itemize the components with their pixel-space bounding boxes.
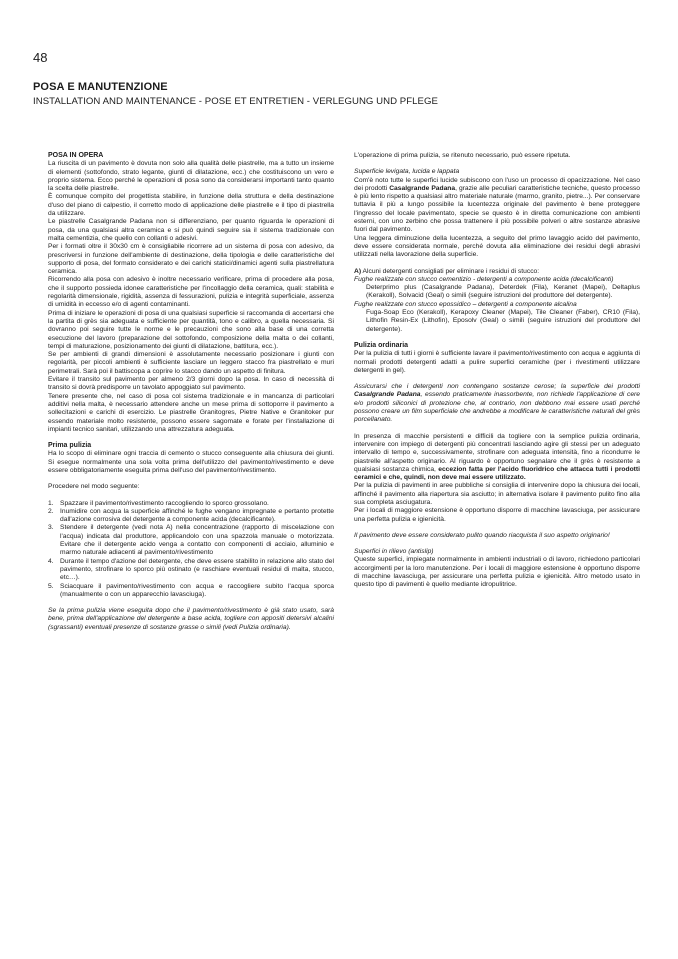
paragraph: Per i locali di maggiore estensione è opportuno disporre di macchine lavasciuga, per assicurare una perfetta pulizia e igienicità. bbox=[354, 507, 640, 523]
brand-name: Casalgrande Padana bbox=[354, 391, 421, 399]
paragraph: È comunque compito del progettista stabilire, in funzione della struttura e della destinazione d'uso del piano di calpestio, il corretto modo di applicazione delle piastrelle e il tipo di piastrella da utilizzare. bbox=[48, 193, 334, 218]
text-run: , grazie alle peculiari caratteristiche tecniche, questo processo è più lento rispetto a qualsiasi altro materiale naturale (marmo, granito, pietre...). Per conservare tuttavia il più a lungo possibile la lucentezza originale del pavimento è bene proteggere l'ingresso del locale pavimentato, specie se questo è in diretta comunicazione con ambienti esterni, con uno zerbino che possa trattenere il più possibile polveri o altre sostanze abrasive fuori dal pavimento. bbox=[354, 184, 640, 234]
paragraph: Per la pulizia di pavimenti in aree pubbliche si consiglia di intervenire dopo la chiusura dei locali, affinché il pavimento alla riapertura sia asciutto; in alternativa isolare il pavimento pulito fino alla sua completa asciugatura. bbox=[354, 482, 640, 506]
prima-pulizia-heading: Prima pulizia bbox=[48, 442, 92, 450]
paragraph: Per i formati oltre il 30x30 cm è consigliabile ricorrere ad un sistema di posa con adesivo, da prescriversi in funzione dell'ambiente di destinazione, della tipologia e delle caratteristiche del supporto di posa, del formato considerato e dei carichi statici/dinamici agenti sulla piastrellatura ceramica. bbox=[48, 243, 334, 276]
paragraph bbox=[354, 177, 640, 235]
list-item bbox=[48, 500, 334, 508]
paragraph: Queste superfici, impiegate normalmente in ambienti industriali o di lavoro, richiedono particolari accorgimenti per la loro manutenzione. Per i locali di maggiore estensione è opportuno disporre di macchine lavasciuga, per assicurare una perfetta pulizia e igienicità. Altro metodo usato in questo tipo di pavimenti è quello mediante idropulitrice. bbox=[354, 556, 640, 589]
note-a-list-cementizio: Deterprimo plus (Casalgrande Padana), Deterdek (Fila), Keranet (Mapei), Deltaplus (Kerakoll), Solvacid (Geal) o simili (seguire istruzioni del produttore del detergente). bbox=[366, 284, 640, 300]
warning-text: eccezion fatta per l'acido fluoridrico che attacca tutti i prodotti ceramici e che, quindi, non deve mai essere utilizzato. bbox=[354, 465, 640, 482]
step-number: 3. bbox=[48, 524, 54, 532]
step-number: 2. bbox=[48, 507, 54, 515]
procedure-steps bbox=[48, 500, 334, 600]
posa-heading: POSA IN OPERA bbox=[48, 152, 104, 159]
levigata-heading: Superficie levigata, lucida e lappata bbox=[354, 168, 460, 176]
pulizia-ordinaria-heading: Pulizia ordinaria bbox=[354, 341, 409, 349]
right-column bbox=[354, 152, 640, 590]
paragraph bbox=[354, 433, 640, 483]
note-a bbox=[354, 268, 640, 276]
step-text: Stendere il detergente (vedi nota A) nella concentrazione (rapporto di miscelazione con l'acqua) indicata dal produttore, applicandolo con una spazzola manuale o motorizzata. Evitare che il detergente acido venga a contatto con componenti di acciaio, alluminio e marmo naturale adiacenti al pavimento/rivestimento bbox=[60, 524, 334, 557]
paragraph: Le piastrelle Casalgrande Padana non si differenziano, per quanto riguarda le operazioni di posa, da una qualsiasi altra ceramica e si può quindi seguire sia il sistema tradizionale con malta cementizia, che quello con collanti o adesivi. bbox=[48, 218, 334, 242]
step-text: Durante il tempo d'azione del detergente, che deve essere stabilito in relazione allo stato del pavimento, strofinare lo sporco più ostinato (e raschiare eventuali residui di malta, stucco, etc…). bbox=[60, 557, 334, 582]
step-text: Sciacquare il pavimento/rivestimento con acqua e raccogliere subito l'acqua sporca (manualmente o con un apparecchio lavasciuga). bbox=[60, 582, 334, 598]
page-number: 48 bbox=[33, 50, 48, 65]
list-item bbox=[48, 583, 334, 600]
paragraph: Tenere presente che, nel caso di posa col sistema tradizionale e in mancanza di particolari additivi nella malta, è necessario attendere anche un mese prima di sottoporre il pavimento a sollecitazioni e carichi di esercizio. Le piastrelle Granitogres, Pietre Native e Granitoker pur essendo materiale molto resistente, possono essere sagomate e forate per l'installazione di impianti tecnico sanitari, utilizzando una attrezzatura adeguata. bbox=[48, 392, 334, 433]
step-number: 1. bbox=[48, 499, 54, 507]
step-text: Inumidire con acqua la superficie affinché le fughe vengano impregnate e pertanto protette dall'azione corrosiva del detergente a componente acida (decalcificante). bbox=[60, 507, 334, 524]
note-a-list-epossidico: Fuga-Soap Eco (Kerakoll), Kerapoxy Cleaner (Mapei), Tile Cleaner (Faber), CR10 (Fila), Lithofin Resin-Ex (Lithofin), Eposolv (Geal) o simili (seguire istruzioni del produttore del detergente). bbox=[366, 309, 640, 333]
paragraph: Per la pulizia di tutti i giorni è sufficiente lavare il pavimento/rivestimento con acqua e aggiunta di normali prodotti detergenti adatti a pulire superfici ceramiche (per i rivestimenti utilizzare detergenti in gel). bbox=[354, 350, 640, 374]
list-item bbox=[48, 508, 334, 525]
wax-note bbox=[354, 383, 640, 424]
text-run: , essendo praticamente inassorbente, non richiede l'applicazione di cere e/o prodotti siliconici di protezione che, al contrario, non debbono mai essere usati perché possono creare un film superficiale che andrebbe a modificare le caratteristiche naturali del grès porcellanato. bbox=[354, 391, 640, 424]
list-item bbox=[48, 524, 334, 557]
paragraph: Se per ambienti di grandi dimensioni è assolutamente necessario posizionare i giunti con regolarità, per piccoli ambienti è sufficiente lasciare un leggero stacco fra piastrellato e muri perimetrali. Sarà poi il battiscopa a coprire lo stacco dando un aspetto di finitura. bbox=[48, 351, 334, 375]
clean-note: Il pavimento deve essere considerato pulito quando riacquista il suo aspetto originario! bbox=[354, 531, 610, 539]
step-text: Spazzare il pavimento/rivestimento raccogliendo lo sporco grossolano. bbox=[60, 499, 269, 507]
paragraph: Ricorrendo alla posa con adesivo è inoltre necessario verificare, prima di procedere alla posa, che il supporto possieda idonee caratteristiche per l'incollaggio della ceramica, quali: stabilità e regolarità dimensionale, rigidità, assenza di fessurazioni, pulizia e integrità superficiale, assenza di umidità in eccesso e/o di agenti contaminanti. bbox=[48, 276, 334, 309]
paragraph: L'operazione di prima pulizia, se ritenuto necessario, può essere ripetuta. bbox=[354, 152, 571, 159]
note-a-sub-cementizio: Fughe realizzate con stucco cementizio - detergenti a componente acida (decalcificanti) bbox=[354, 275, 614, 283]
brand-name: Casalgrande Padana bbox=[389, 184, 456, 192]
paragraph: Evitare il transito sul pavimento per almeno 2/3 giorni dopo la posa. In caso di necessità di transito si dovrà predisporre un tavolato appoggiato sul pavimento. bbox=[48, 376, 334, 392]
note-a-sub-epossidico: Fughe realizzate con stucco epossidico – detergenti a componente alcalina bbox=[354, 300, 577, 308]
text-run: Assicurarsi che i detergenti non contengano sostanze cerose; la superficie dei prodotti bbox=[354, 383, 640, 391]
page-title: POSA E MANUTENZIONE bbox=[33, 81, 168, 93]
text-run: In presenza di macchie persistenti e difficili da togliere con la semplice pulizia ordinaria, intervenire con impiego di detergenti più concentrati lasciando agire gli stessi per un adeguato intervallo di tempo e, successivamente, strofinare con adeguata intensità, fino a ricondurre le piastrelle all'aspetto originario. Al riguardo è opportuno segnalare che il grès è resistente a qualsiasi sostanza chimica, bbox=[354, 432, 640, 473]
note-a-label: A) bbox=[354, 267, 362, 275]
closing-note: Se la prima pulizia viene eseguita dopo che il pavimento/rivestimento è già stato usato, sarà bene, prima dell'applicazione del detergente a base acida, togliere con appositi detersivi alcalini (sgrassanti) eventuali presenze di sostanze grasse o simili (vedi Pulizia ordinaria). bbox=[48, 607, 334, 631]
text-run: Com'è noto tutte le superfici lucide subiscono con l'uso un processo di opacizzazione. Nel caso dei prodotti bbox=[354, 176, 640, 192]
list-item bbox=[48, 558, 334, 583]
rilievo-heading: Superfici in rilievo (antislip) bbox=[354, 548, 434, 556]
note-a-text: Alcuni detergenti consigliati per eliminare i residui di stucco: bbox=[361, 267, 540, 275]
paragraph: Una leggera diminuzione della lucentezza, a seguito del primo lavaggio acido del pavimento, deve essere considerata normale, perché dovuta alla eliminazione dei residui degli abrasivi utilizzati nella lavorazione della superficie. bbox=[354, 234, 640, 259]
left-column bbox=[48, 152, 334, 632]
procedure-intro: Procedere nel modo seguente: bbox=[48, 483, 140, 491]
step-number: 4. bbox=[48, 557, 54, 565]
paragraph: Prima di iniziare le operazioni di posa di una qualsiasi superficie si raccomanda di accertarsi che la partita di grès sia adeguata e sufficiente per quantità, tono e calibro, a quella necessaria. Si dovranno poi seguire tutte le norme e le precauzioni che sono alla base di una corretta esecuzione del lavoro (preparazione del sottofondo, composizione della malta o dei collanti, tempi di maturazione, posizionamento dei giunti di dilatazione, battitura, ecc.). bbox=[48, 309, 334, 350]
paragraph: Ha lo scopo di eliminare ogni traccia di cemento o stucco conseguente alla chiusura dei giunti. Si esegue normalmente una sola volta prima dell'utilizzo del pavimento/rivestimento e deve essere obbligatoriamente eseguita prima dell'uso del pavimento/rivestimento. bbox=[48, 450, 334, 474]
paragraph: La riuscita di un pavimento è dovuta non solo alla qualità delle piastrelle, ma a tutto un insieme di elementi (sottofondo, strato legante, giunti di dilatazione, ecc.) che costituiscono un vero e proprio sistema. Ecco perché le operazioni di posa sono da considerarsi importanti tanto quanto la scelta delle piastrelle. bbox=[48, 160, 334, 193]
step-number: 5. bbox=[48, 582, 54, 590]
page-subtitle: INSTALLATION AND MAINTENANCE - POSE ET ENTRETIEN - VERLEGUNG UND PFLEGE bbox=[33, 96, 438, 107]
